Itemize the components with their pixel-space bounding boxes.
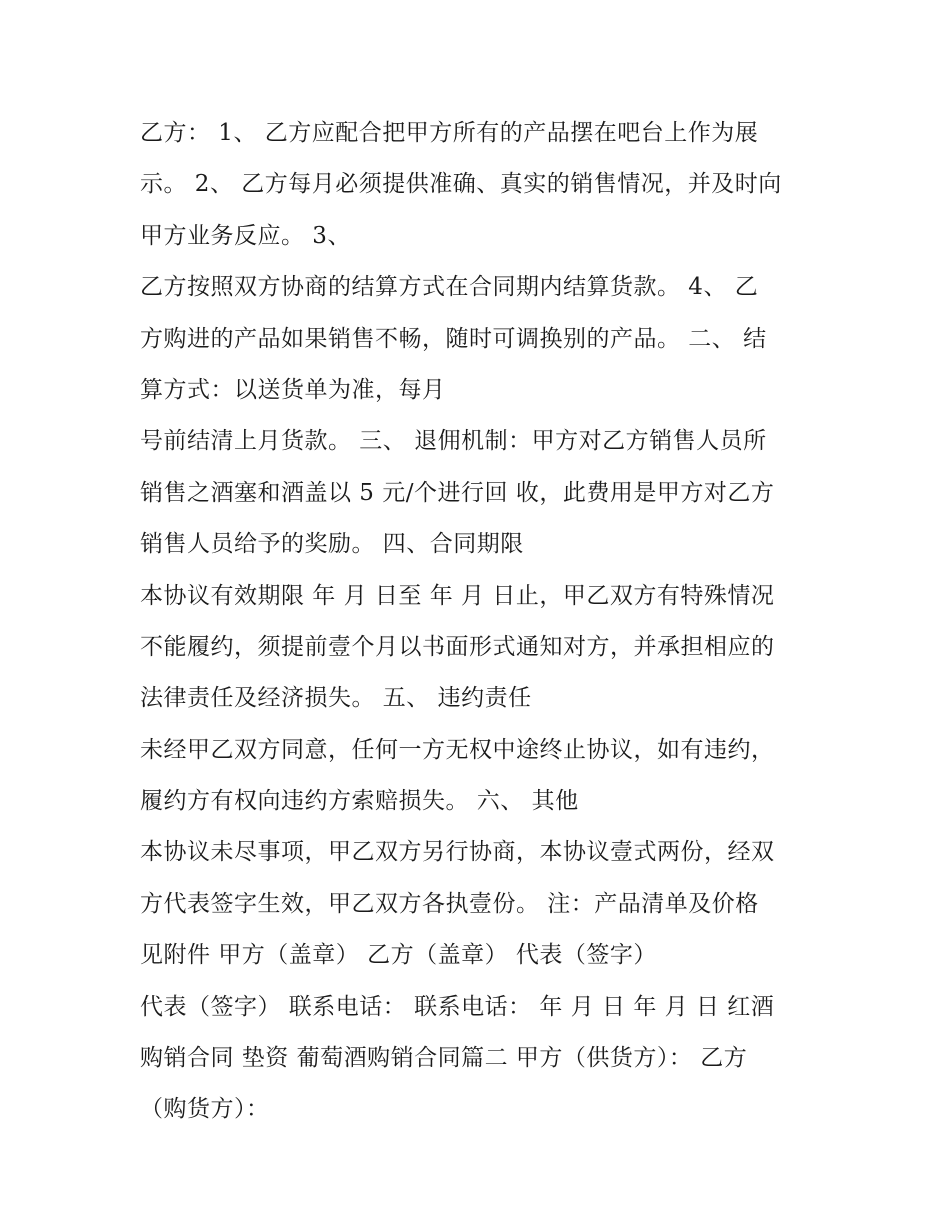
text-line: 本协议有效期限 年 月 日至 年 月 日止，甲乙双方有特殊情况 [140, 582, 775, 609]
text-line: 乙方按照双方协商的结算方式在合同期内结算货款。 4、 乙 [140, 274, 759, 301]
text-line: 代表（签字） 联系电话： 联系电话： 年 月 日 年 月 日 红酒 [140, 993, 775, 1020]
text-line: 不能履约，须提前壹个月以书面形式通知对方，并承担相应的 [140, 633, 775, 660]
text-line: 号前结清上月货款。 三、 退佣机制：甲方对乙方销售人员所 [140, 428, 767, 455]
text-line: 销售人员给予的奖励。 四、合同期限 [140, 531, 524, 558]
text-line: 销售之酒塞和酒盖以 5 元/个进行回 收，此费用是甲方对乙方 [140, 479, 775, 506]
text-line: 示。 2、 乙方每月必须提供准确、真实的销售情况，并及时向 [140, 171, 782, 198]
text-line: 乙方： 1、 乙方应配合把甲方所有的产品摆在吧台上作为展 [140, 120, 759, 146]
text-line: 见附件 甲方（盖章） 乙方（盖章） 代表（签字） [140, 942, 657, 969]
text-line: 甲方业务反应。 3、 [140, 222, 351, 249]
text-line: 方购进的产品如果销售不畅，随时可调换别的产品。 二、 结 [140, 325, 767, 352]
text-line: （购货方）： [140, 1096, 270, 1123]
text-line: 购销合同 垫资 葡萄酒购销合同篇二 甲方（供货方）： 乙方 [140, 1045, 748, 1072]
text-line: 本协议未尽事项，甲乙双方另行协商，本协议壹式两份，经双 [140, 839, 775, 866]
text-line: 履约方有权向违约方索赔损失。 六、 其他 [140, 788, 579, 815]
text-line: 方代表签字生效，甲乙双方各执壹份。 注：产品清单及价格 [140, 890, 759, 917]
text-line: 法律责任及经济损失。 五、 违约责任 [140, 685, 532, 712]
contract-text [140, 108, 830, 1136]
text-line: 算方式：以送货单为准，每月 [140, 376, 446, 403]
text-line: 未经甲乙双方同意，任何一方无权中途终止协议，如有违约， [140, 736, 775, 763]
